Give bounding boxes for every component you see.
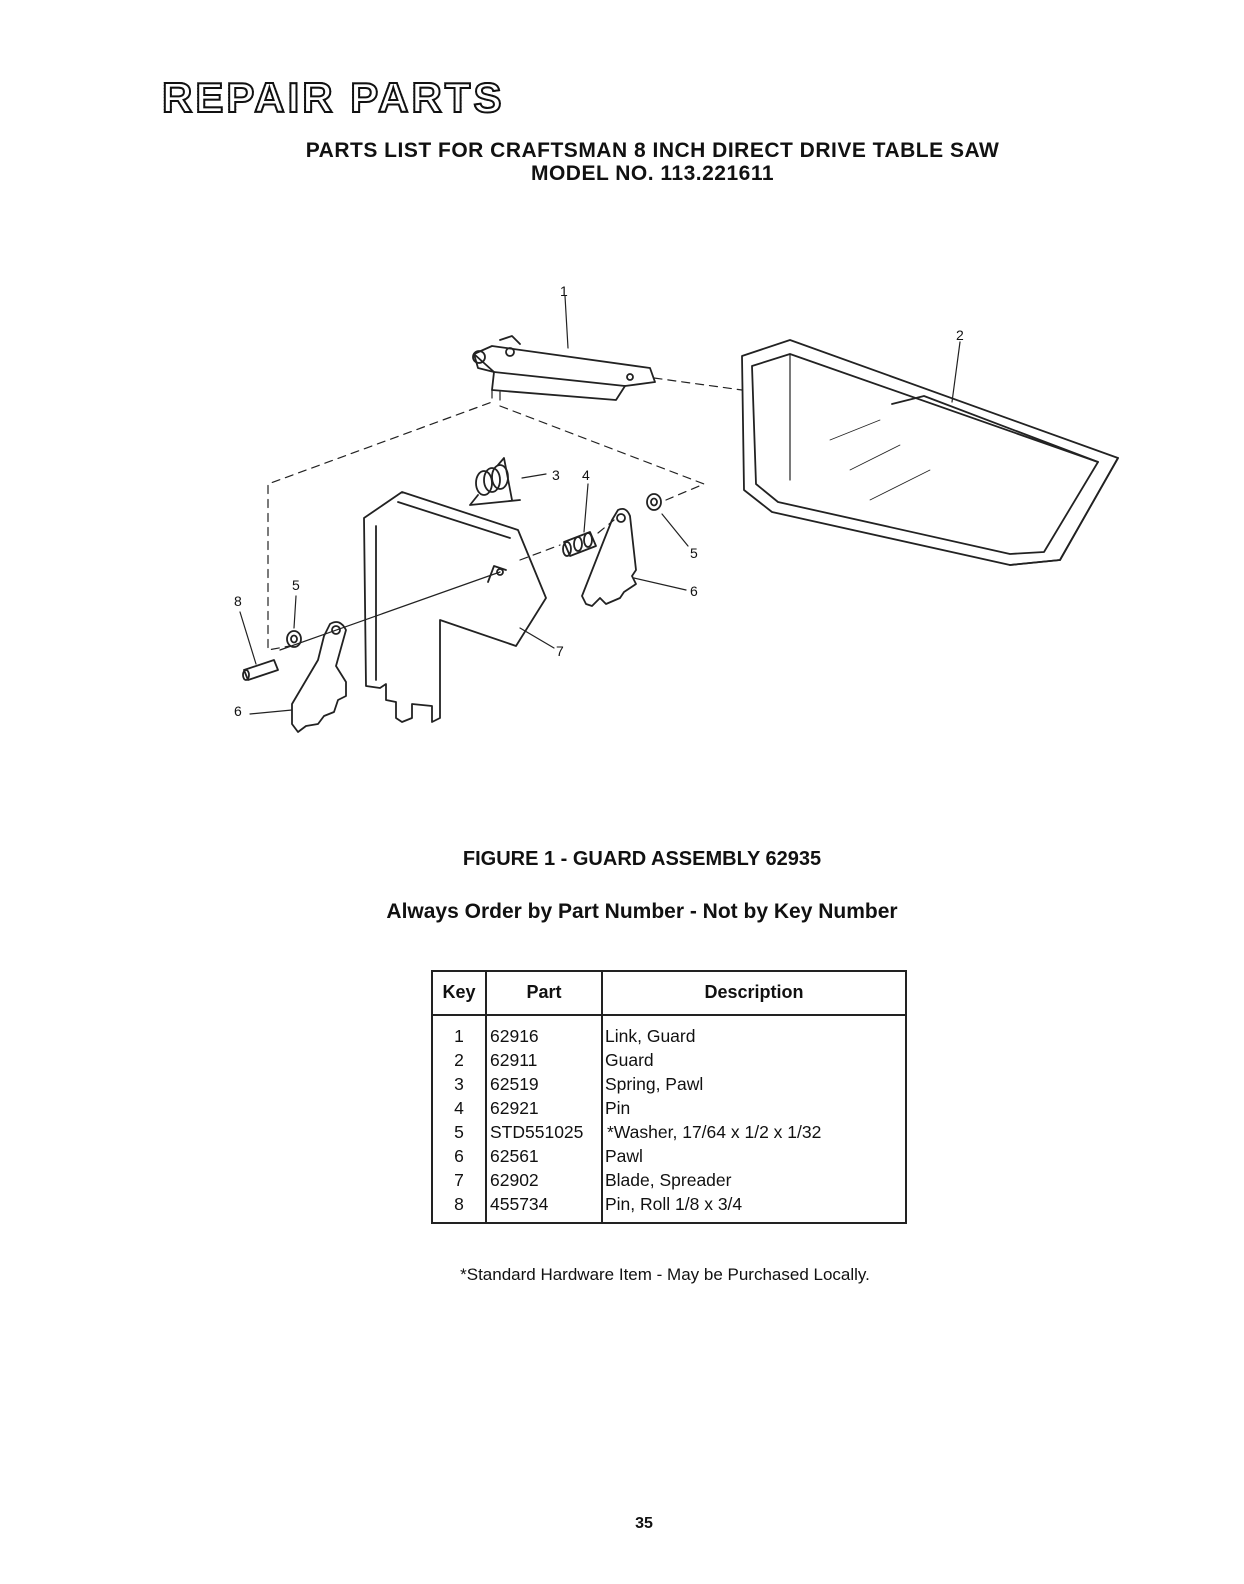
description-cell: Pawl — [605, 1146, 643, 1166]
header-part: Part — [526, 982, 562, 1002]
part-pin — [563, 532, 596, 556]
part-cell: 62921 — [490, 1098, 539, 1118]
key-cell: 3 — [454, 1074, 464, 1094]
part-cell: 62902 — [490, 1170, 539, 1190]
key-cell: 5 — [454, 1122, 464, 1142]
callout-7: 7 — [556, 643, 564, 659]
footnote: *Standard Hardware Item - May be Purchased Locally. — [460, 1265, 870, 1284]
key-cell: 6 — [454, 1146, 464, 1166]
part-spreader-blade — [364, 492, 546, 722]
key-cell: 4 — [454, 1098, 464, 1118]
callout-5-left: 5 — [292, 577, 300, 593]
table-row — [433, 1194, 905, 1218]
description-cell: Guard — [605, 1050, 654, 1070]
part-cell: STD551025 — [490, 1122, 584, 1142]
table-row — [433, 1098, 905, 1122]
header-description: Description — [704, 982, 804, 1002]
part-cell: 62916 — [490, 1026, 539, 1046]
description-cell: Pin — [605, 1098, 631, 1118]
page-heading: REPAIR PARTS — [162, 74, 505, 121]
part-roll-pin — [243, 660, 278, 680]
part-spring — [470, 458, 520, 505]
table-row — [433, 1074, 905, 1098]
description-cell: *Washer, 17/64 x 1/2 x 1/32 — [607, 1122, 822, 1142]
description-cell: Link, Guard — [605, 1026, 696, 1046]
table-row — [433, 1122, 905, 1146]
callout-5-right: 5 — [690, 545, 698, 561]
key-cell: 8 — [454, 1194, 464, 1214]
key-cell: 2 — [454, 1050, 464, 1070]
key-cell: 1 — [454, 1026, 464, 1046]
table-header-rule — [433, 1014, 905, 1016]
model-number: MODEL NO. 113.221611 — [530, 162, 775, 185]
description-cell: Blade, Spreader — [605, 1170, 732, 1190]
callout-6-left: 6 — [234, 703, 242, 719]
parts-table — [431, 970, 907, 1224]
part-cell: 62911 — [490, 1050, 538, 1070]
callout-3: 3 — [552, 467, 560, 483]
part-cell: 62519 — [490, 1074, 539, 1094]
table-row — [433, 1026, 905, 1050]
part-washer-right — [647, 494, 661, 510]
header-key: Key — [442, 982, 476, 1002]
part-guard — [742, 340, 1118, 565]
description-cell: Spring, Pawl — [605, 1074, 704, 1094]
order-note: Always Order by Part Number - Not by Key Number — [386, 900, 898, 923]
callout-1: 1 — [560, 283, 568, 299]
part-cell: 455734 — [490, 1194, 549, 1214]
figure-caption: FIGURE 1 - GUARD ASSEMBLY 62935 — [462, 848, 822, 870]
table-row — [433, 1146, 905, 1170]
table-row — [433, 1170, 905, 1194]
callout-2: 2 — [956, 327, 964, 343]
table-row — [433, 1050, 905, 1074]
callout-8: 8 — [234, 593, 242, 609]
callout-4: 4 — [582, 467, 590, 483]
part-cell: 62561 — [490, 1146, 539, 1166]
parts-list-title: PARTS LIST FOR CRAFTSMAN 8 INCH DIRECT DRIVE TABLE SAW — [305, 139, 1000, 162]
table-body — [433, 1026, 905, 1218]
callout-6-right: 6 — [690, 583, 698, 599]
part-link-guard — [473, 336, 655, 400]
key-cell: 7 — [454, 1170, 464, 1190]
description-cell: Pin, Roll 1/8 x 3/4 — [605, 1194, 743, 1214]
page-number: 35 — [635, 1515, 653, 1532]
